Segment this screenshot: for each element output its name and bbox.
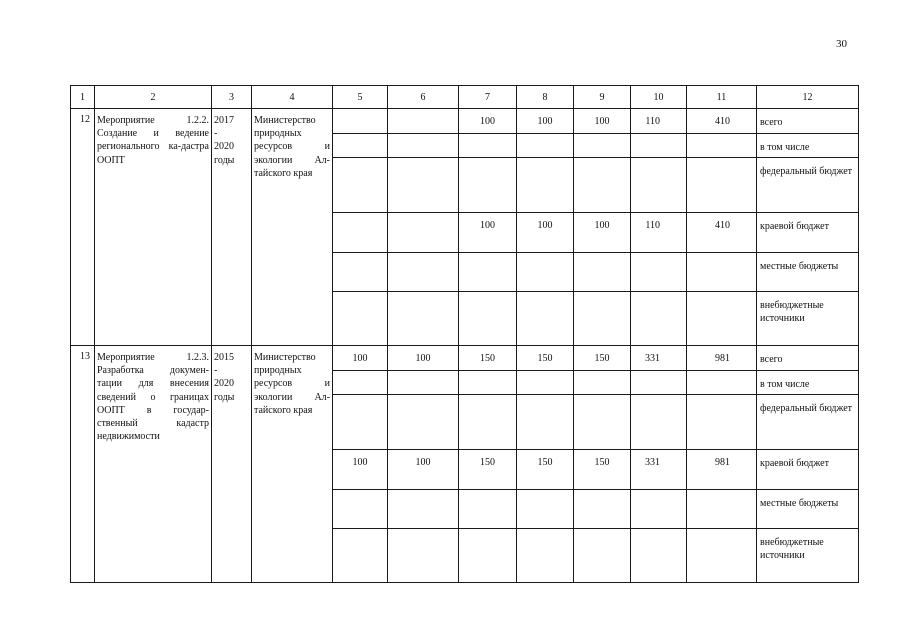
value-cell: [574, 395, 631, 450]
value-cell: 981: [687, 450, 757, 490]
row-number: 12: [71, 109, 95, 346]
value-cell: 150: [574, 450, 631, 490]
years-line: 2015: [214, 352, 234, 363]
value-cell: [687, 529, 757, 583]
funding-source: краевой бюджет: [757, 450, 859, 490]
value-cell: [517, 490, 574, 529]
value-cell: [574, 292, 631, 346]
years-line: 2020: [214, 378, 234, 390]
program-table: [70, 85, 859, 583]
value-cell: [333, 253, 388, 292]
funding-source: местные бюджеты: [757, 253, 859, 292]
value-cell: [333, 213, 388, 253]
value-cell: [333, 490, 388, 529]
table-row: [71, 346, 859, 371]
value-cell: 100: [333, 346, 388, 371]
value-cell: [687, 158, 757, 213]
value-cell: 150: [459, 450, 517, 490]
value-cell: [517, 395, 574, 450]
value-cell: 150: [517, 450, 574, 490]
measure-name: Мероприятие 1.2.2. Создание и ведение регионального ка-дастра ООПТ: [95, 109, 212, 346]
value-cell: 100: [388, 346, 459, 371]
value-cell: 331: [631, 346, 687, 371]
value-cell: [517, 158, 574, 213]
value-cell: [631, 490, 687, 529]
col-header: 4: [252, 86, 333, 109]
value-cell: [388, 134, 459, 158]
col-header: 7: [459, 86, 517, 109]
measure-name: Мероприятие 1.2.3. Разработка докумен-тации для внесения сведений о границах ООПТ в государ-ственный кадастр недвижимости: [95, 346, 212, 583]
value-cell: [574, 253, 631, 292]
value-cell: [517, 134, 574, 158]
funding-source: всего: [757, 109, 859, 134]
value-cell: [459, 134, 517, 158]
value-cell: [459, 395, 517, 450]
value-cell: [687, 395, 757, 450]
value-cell: [388, 395, 459, 450]
value-cell: 100: [333, 450, 388, 490]
value-cell: [333, 371, 388, 395]
value-cell: 110: [631, 213, 687, 253]
value-cell: 410: [687, 109, 757, 134]
value-cell: [631, 134, 687, 158]
value-cell: 100: [459, 109, 517, 134]
funding-source: всего: [757, 346, 859, 371]
value-cell: [333, 529, 388, 583]
value-cell: [687, 292, 757, 346]
value-cell: [574, 490, 631, 529]
funding-source: федеральный бюджет: [757, 395, 859, 450]
col-header: 8: [517, 86, 574, 109]
executor: Министерство природных ресурсов и экологии Ал-тайского края: [252, 346, 333, 583]
value-cell: [388, 292, 459, 346]
years-line: годы: [214, 391, 235, 403]
years-line: 2020: [214, 141, 234, 153]
value-cell: [574, 158, 631, 213]
value-cell: [388, 213, 459, 253]
col-header: 6: [388, 86, 459, 109]
value-cell: 981: [687, 346, 757, 371]
col-header: 5: [333, 86, 388, 109]
value-cell: [631, 371, 687, 395]
value-cell: [687, 134, 757, 158]
value-cell: [687, 490, 757, 529]
value-cell: [388, 371, 459, 395]
value-cell: [517, 371, 574, 395]
col-header: 12: [757, 86, 859, 109]
value-cell: 331: [631, 450, 687, 490]
col-header: 3: [212, 86, 252, 109]
col-header: 2: [95, 86, 212, 109]
years-line: годы: [214, 154, 235, 166]
value-cell: [333, 158, 388, 213]
value-cell: [459, 529, 517, 583]
value-cell: [388, 253, 459, 292]
value-cell: 150: [574, 346, 631, 371]
table-row: [71, 109, 859, 134]
value-cell: [333, 292, 388, 346]
value-cell: [333, 109, 388, 134]
value-cell: [574, 134, 631, 158]
row-number: 13: [71, 346, 95, 583]
value-cell: [517, 529, 574, 583]
value-cell: [459, 292, 517, 346]
value-cell: [333, 395, 388, 450]
col-header: 1: [71, 86, 95, 109]
executor: Министерство природных ресурсов и экологии Ал-тайского края: [252, 109, 333, 346]
years-line: 2017: [214, 115, 234, 126]
funding-source: федеральный бюджет: [757, 158, 859, 213]
funding-source: местные бюджеты: [757, 490, 859, 529]
funding-source: внебюджетные источники: [757, 529, 859, 583]
value-cell: [687, 253, 757, 292]
value-cell: [631, 158, 687, 213]
value-cell: [459, 490, 517, 529]
value-cell: [687, 371, 757, 395]
funding-source: внебюджетные источники: [757, 292, 859, 346]
value-cell: 100: [574, 109, 631, 134]
value-cell: [631, 292, 687, 346]
value-cell: [333, 134, 388, 158]
years-cell: [212, 109, 252, 346]
value-cell: 100: [517, 109, 574, 134]
value-cell: 100: [517, 213, 574, 253]
page-number: 30: [836, 38, 847, 50]
value-cell: [459, 158, 517, 213]
value-cell: [631, 395, 687, 450]
value-cell: [388, 158, 459, 213]
col-header: 10: [631, 86, 687, 109]
col-header: 9: [574, 86, 631, 109]
value-cell: 150: [459, 346, 517, 371]
value-cell: [574, 371, 631, 395]
value-cell: [574, 529, 631, 583]
value-cell: [459, 253, 517, 292]
value-cell: [388, 109, 459, 134]
value-cell: [517, 253, 574, 292]
value-cell: [459, 371, 517, 395]
value-cell: [388, 490, 459, 529]
funding-source: краевой бюджет: [757, 213, 859, 253]
header-row: [71, 86, 859, 109]
funding-source: в том числе: [757, 371, 859, 395]
value-cell: 410: [687, 213, 757, 253]
value-cell: [631, 529, 687, 583]
years-line: -: [214, 128, 218, 140]
value-cell: [517, 292, 574, 346]
years-cell: [212, 346, 252, 583]
col-header: 11: [687, 86, 757, 109]
value-cell: [388, 529, 459, 583]
value-cell: 100: [388, 450, 459, 490]
value-cell: [631, 253, 687, 292]
value-cell: 100: [459, 213, 517, 253]
value-cell: 150: [517, 346, 574, 371]
value-cell: 110: [631, 109, 687, 134]
years-line: -: [214, 365, 218, 377]
value-cell: 100: [574, 213, 631, 253]
funding-source: в том числе: [757, 134, 859, 158]
